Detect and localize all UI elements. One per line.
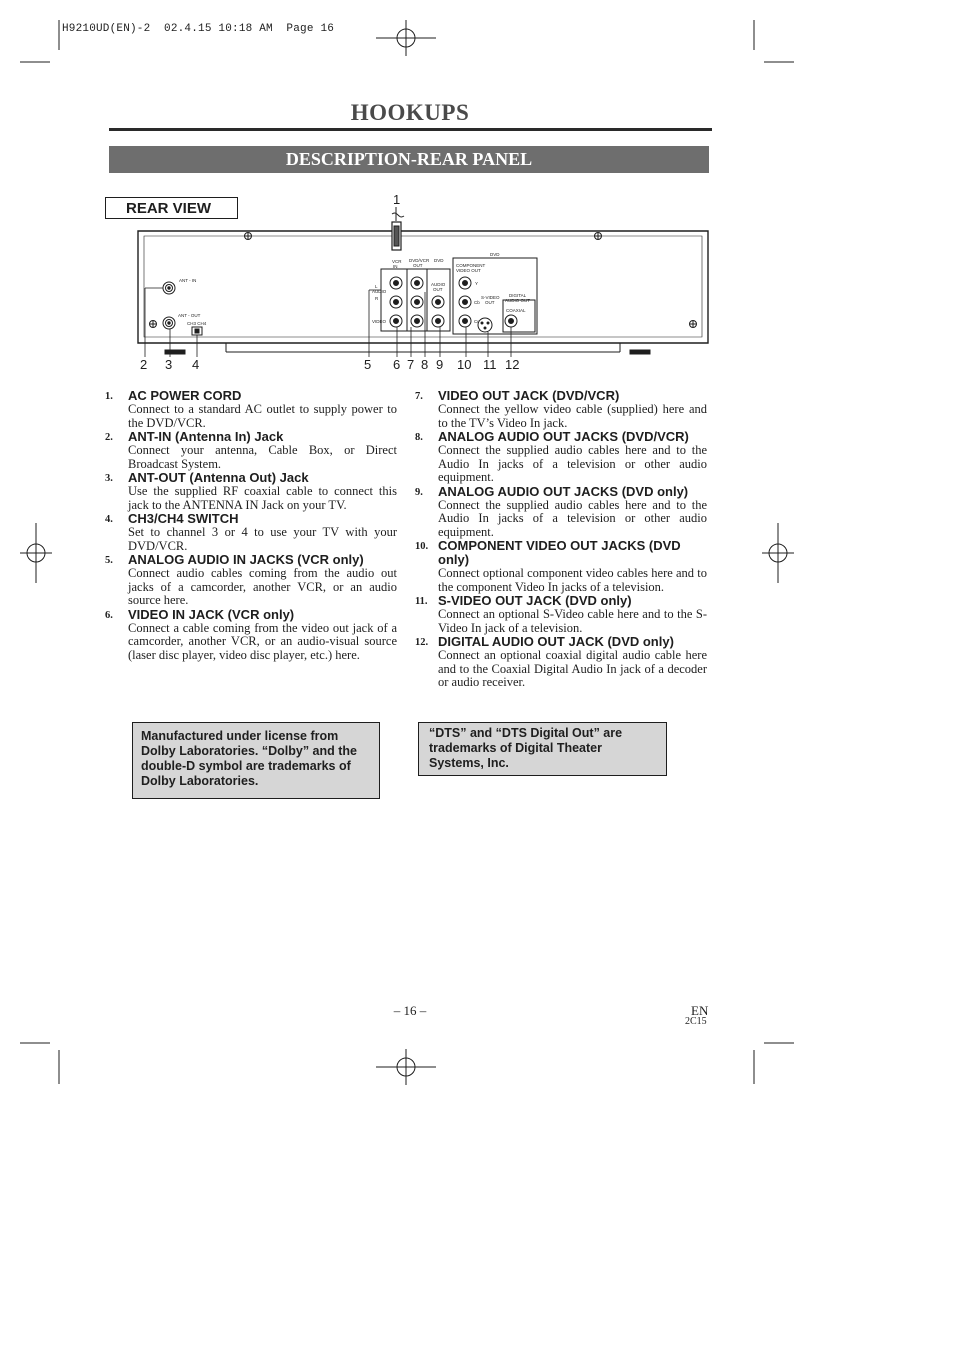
rear-panel-diagram bbox=[0, 0, 954, 380]
cr-label: Cr bbox=[474, 319, 479, 324]
dvd-vcr-label: DVD/VCR bbox=[409, 258, 430, 263]
digital-label-1: DIGITAL bbox=[509, 293, 527, 298]
item-description: Connect optional component video cables here and to the component Video In jacks of a television. bbox=[438, 566, 707, 594]
svideo-label-1: S-VIDEO bbox=[481, 295, 500, 300]
print-header: H9210UD(EN)-2 02.4.15 10:18 AM Page 16 bbox=[62, 23, 335, 35]
item-number: 8. bbox=[415, 432, 423, 443]
item-description: Connect an optional S-Video cable here and to the S-Video In jack of a television. bbox=[438, 607, 707, 635]
item-video-out bbox=[415, 389, 707, 430]
description-column-left bbox=[105, 389, 397, 662]
item-number: 3. bbox=[105, 473, 113, 484]
r-label: R bbox=[375, 296, 379, 301]
callout-7: 7 bbox=[407, 357, 415, 372]
description-column-right bbox=[415, 389, 707, 690]
callout-8: 8 bbox=[421, 357, 429, 372]
screw-icon bbox=[150, 233, 697, 328]
callout-5: 5 bbox=[364, 357, 372, 372]
item-title: ANALOG AUDIO OUT JACKS (DVD/VCR) bbox=[438, 429, 689, 444]
ant-out-label: ANT - OUT bbox=[178, 313, 201, 318]
item-number: 11. bbox=[415, 596, 428, 607]
model-code: 2C15 bbox=[685, 1016, 707, 1027]
item-number: 7. bbox=[415, 391, 423, 402]
item-title: ANT-IN (Antenna In) Jack bbox=[128, 429, 284, 444]
item-description: Set to channel 3 or 4 to use your TV with your DVD/VCR. bbox=[128, 525, 397, 553]
ch-switch-label: CH3 CH4 bbox=[187, 321, 207, 326]
in-label: IN bbox=[393, 264, 398, 269]
item-description: Connect an optional coaxial digital audio cable here and to the Coaxial Digital Audio In jack of a decoder or audio receiver. bbox=[438, 648, 707, 689]
component-label-1: COMPONENT bbox=[456, 263, 486, 268]
dolby-notice: Manufactured under license from Dolby Laboratories. “Dolby” and the double-D symbol are trademarks of Dolby Laboratories. bbox=[132, 722, 380, 799]
callout-3: 3 bbox=[165, 357, 173, 372]
callout-6: 6 bbox=[393, 357, 401, 372]
item-description: Connect to a standard AC outlet to supply power to the DVD/VCR. bbox=[128, 402, 397, 430]
item-description: Connect a cable coming from the video out jack of a camcorder, another VCR, or an audio-visual source (laser disc player, video disc player, etc.) here. bbox=[128, 620, 397, 662]
item-description: Connect your antenna, Cable Box, or Direct Broadcast System. bbox=[128, 443, 397, 471]
audio-out-label-2: OUT bbox=[433, 287, 443, 292]
dts-notice: “DTS” and “DTS Digital Out” are trademarks of Digital Theater Systems, Inc. bbox=[418, 722, 667, 776]
item-description: Connect audio cables coming from the audio out jacks of a camcorder, another VCR, or an audio source here. bbox=[128, 566, 397, 607]
item-audio-out-dvd bbox=[415, 485, 707, 540]
y-label: Y bbox=[475, 281, 479, 286]
dvd-label: DVD bbox=[434, 258, 444, 263]
item-ant-out bbox=[105, 471, 397, 512]
item-number: 10. bbox=[415, 541, 429, 552]
callout-9: 9 bbox=[436, 357, 444, 372]
item-title: S-VIDEO OUT JACK (DVD only) bbox=[438, 593, 632, 608]
item-description: Connect the supplied audio cables here and to the Audio In jacks of a television or other audio equipment. bbox=[438, 443, 707, 484]
page-title: HOOKUPS bbox=[350, 100, 470, 125]
item-number: 4. bbox=[105, 514, 113, 525]
item-audio-in bbox=[105, 553, 397, 608]
item-description: Use the supplied RF coaxial cable to connect this jack to the ANTENNA IN Jack on your TV. bbox=[128, 484, 397, 512]
video-label: VIDEO bbox=[372, 319, 387, 324]
section-banner: DESCRIPTION-REAR PANEL bbox=[109, 146, 709, 173]
l-label: L bbox=[375, 284, 378, 289]
item-audio-out-dvd-vcr bbox=[415, 430, 707, 485]
item-title: ANALOG AUDIO IN JACKS (VCR only) bbox=[128, 552, 364, 567]
item-digital-audio-out bbox=[415, 635, 707, 690]
audio-in-label: AUDIO bbox=[372, 289, 387, 294]
callout-12: 12 bbox=[505, 357, 520, 372]
callout-4: 4 bbox=[192, 357, 200, 372]
item-title: COMPONENT VIDEO OUT JACKS (DVD only) bbox=[438, 538, 681, 567]
item-title: VIDEO IN JACK (VCR only) bbox=[128, 606, 295, 622]
item-component-out bbox=[415, 539, 707, 594]
language-code: EN bbox=[691, 1003, 709, 1018]
item-title: DIGITAL AUDIO OUT JACK (DVD only) bbox=[438, 634, 674, 649]
item-description: Connect the yellow video cable (supplied) here and to the TV’s Video In jack. bbox=[438, 402, 707, 430]
out-label: OUT bbox=[413, 263, 423, 268]
item-svideo-out bbox=[415, 594, 707, 635]
callout-1: 1 bbox=[393, 192, 401, 207]
item-number: 5. bbox=[105, 555, 113, 566]
item-title: VIDEO OUT JACK (DVD/VCR) bbox=[438, 388, 620, 403]
item-ac-power-cord bbox=[105, 389, 397, 430]
item-video-in bbox=[105, 608, 397, 663]
item-number: 9. bbox=[415, 486, 423, 498]
cb-label: Cb bbox=[474, 300, 480, 305]
item-description: Connect the supplied audio cables here and to the Audio In jacks of a television or other audio equipment. bbox=[438, 497, 707, 539]
ant-in-label: ANT - IN bbox=[179, 278, 197, 283]
item-title: AC POWER CORD bbox=[128, 388, 242, 403]
component-label-2: VIDEO OUT bbox=[456, 268, 481, 273]
item-number: 12. bbox=[415, 637, 429, 648]
page-number: – 16 – bbox=[393, 1003, 427, 1018]
callout-10: 10 bbox=[457, 357, 472, 372]
item-title: ANALOG AUDIO OUT JACKS (DVD only) bbox=[438, 483, 689, 499]
item-number: 1. bbox=[105, 391, 113, 402]
digital-label-2: AUDIO OUT bbox=[505, 298, 531, 303]
item-title: ANT-OUT (Antenna Out) Jack bbox=[128, 470, 309, 485]
coaxial-label: COAXIAL bbox=[506, 308, 526, 313]
item-ch-switch bbox=[105, 512, 397, 553]
vcr-label: VCR bbox=[392, 259, 402, 264]
item-ant-in bbox=[105, 430, 397, 471]
item-number: 6. bbox=[105, 609, 113, 621]
audio-out-label-1: AUDIO bbox=[431, 282, 446, 287]
callout-2: 2 bbox=[140, 357, 148, 372]
callout-11: 11 bbox=[483, 357, 497, 372]
dvd-top-label: DVD bbox=[490, 252, 500, 257]
rear-view-label: REAR VIEW bbox=[105, 197, 238, 219]
svideo-label-2: OUT bbox=[485, 300, 495, 305]
item-title: CH3/CH4 SWITCH bbox=[128, 511, 239, 526]
item-number: 2. bbox=[105, 432, 113, 443]
